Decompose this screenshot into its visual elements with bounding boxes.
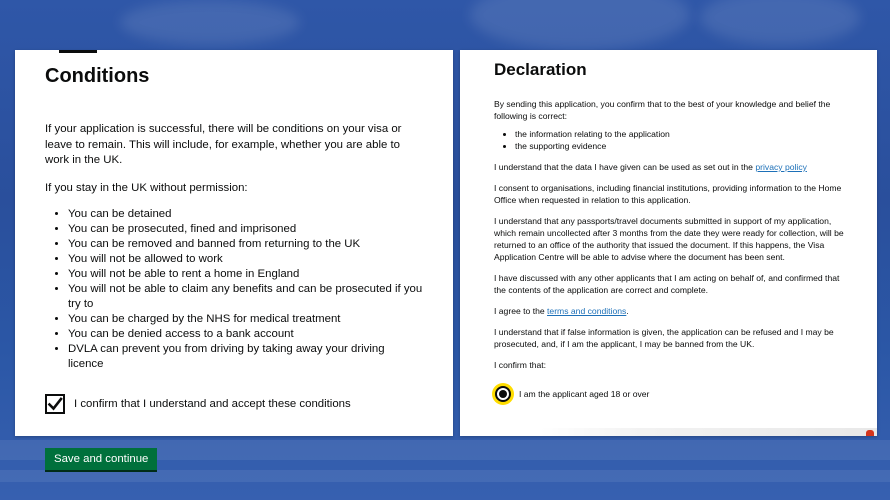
agree-prefix: I agree to the: [494, 306, 548, 316]
save-and-continue-button[interactable]: Save and continue: [45, 448, 157, 470]
list-item: • DVLA can prevent you from driving by taking away your driving licence: [68, 342, 423, 372]
list-item: • You can be removed and banned from returning to the UK: [68, 237, 423, 252]
agree-suffix: .: [626, 306, 629, 316]
data-use-text: [494, 161, 844, 173]
declaration-title: Declaration: [494, 60, 587, 79]
radio-ring: [495, 386, 511, 402]
header-mark: [59, 50, 97, 53]
list-item: • You can be prosecuted, fined and imprisoned: [68, 222, 423, 237]
applicant-radio-row: [492, 383, 844, 405]
confirm-label[interactable]: I confirm that I understand and accept these conditions: [74, 398, 351, 410]
declaration-intro: By sending this application, you confirm that to the best of your knowledge and belief the following is correct:: [494, 99, 831, 121]
discussed-text: I have discussed with any other applicants that I am acting on behalf of, and confirmed that the contents of the application are correct and complete.: [494, 273, 840, 295]
declaration-bullets: [494, 128, 844, 152]
list-item: • You will not be able to claim any benefits and can be prosecuted if you try to: [68, 282, 423, 312]
list-item: • You can be charged by the NHS for medical treatment: [68, 312, 423, 327]
conditions-list: [45, 207, 423, 372]
radio-selected-dot: [499, 390, 507, 398]
page-title: Conditions: [45, 65, 150, 87]
false-info-text: I understand that if false information is given, the application can be refused and I may be prosecuted, and, if I am the applicant, I may be banned from the UK.: [494, 327, 834, 349]
consent-text: I consent to organisations, including financial institutions, providing information to the Home Office when requested in relation to this application.: [494, 183, 842, 205]
list-item: • You can be denied access to a bank account: [68, 327, 423, 342]
confirm-checkbox[interactable]: [45, 394, 65, 414]
conditions-intro: If your application is successful, there will be conditions on your visa or leave to remain. This will include, for example, whether you are able to work in the UK.: [45, 123, 402, 166]
background-band: [0, 470, 890, 482]
list-item: • You will not be able to rent a home in England: [68, 267, 423, 282]
notification-dot: [866, 430, 874, 436]
overlay-edge: [540, 428, 877, 436]
agree-text: [494, 305, 844, 317]
list-item: • You can be detained: [68, 207, 423, 222]
confirm-that-label: I confirm that:: [494, 360, 547, 370]
list-item: • You will not be allowed to work: [68, 252, 423, 267]
checkmark-icon: [47, 396, 63, 412]
background-cloud: [470, 0, 690, 50]
applicant-radio[interactable]: [492, 383, 514, 405]
background-cloud: [700, 0, 860, 45]
applicant-radio-label[interactable]: I am the applicant aged 18 or over: [519, 389, 650, 399]
terms-and-conditions-link[interactable]: terms and conditions: [547, 306, 627, 316]
data-use-prefix: I understand that the data I have given can be used as set out in the: [494, 162, 756, 172]
background-cloud: [120, 0, 300, 45]
privacy-policy-link[interactable]: privacy policy: [755, 162, 807, 172]
documents-text: I understand that any passports/travel documents submitted in support of my application, which remain uncollected after 3 months from the date they were ready for collection, will be returned to an office of the authority that issued the document. If this happens, the Visa Application Centre will be able to advise where the document has been sent.: [494, 216, 844, 262]
confirm-row: [45, 394, 423, 414]
declaration-panel: [460, 50, 877, 436]
conditions-panel: [15, 50, 453, 465]
list-item: • the supporting evidence: [515, 140, 844, 152]
list-item: • the information relating to the application: [515, 128, 844, 140]
stay-label: If you stay in the UK without permission:: [45, 181, 248, 194]
